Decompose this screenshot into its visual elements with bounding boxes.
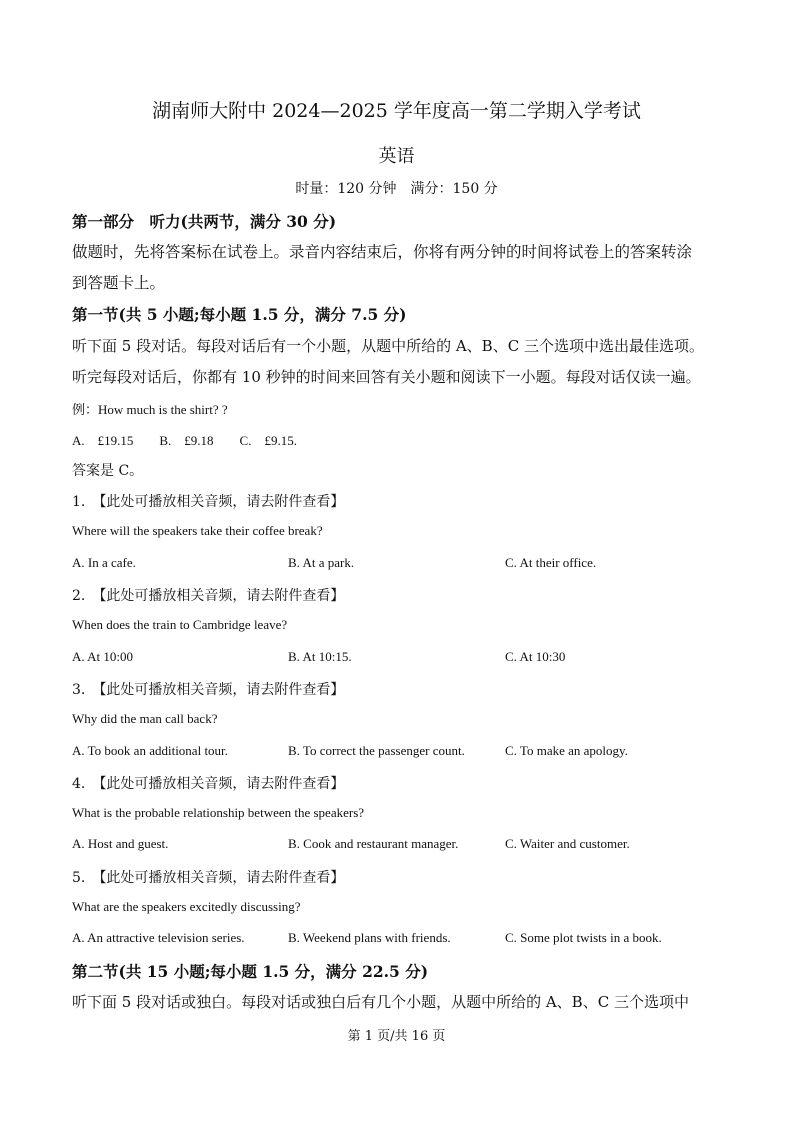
q1-option-c: C. At their office. <box>505 555 597 570</box>
page-number-footer: 第 1 页/共 16 页 <box>347 1029 446 1044</box>
q4-option-c: C. Waiter and customer. <box>505 836 630 851</box>
section1-instruction-line1: 听下面 5 段对话。每段对话后有一个小题，从题中所给的 A、B、C 三个选项中选出最佳选项。 <box>72 337 704 355</box>
q4-audio-label: 4. 【此处可播放相关音频，请去附件查看】 <box>72 776 345 792</box>
q1-option-a: A. In a cafe. <box>72 555 136 570</box>
q2-question: When does the train to Cambridge leave? <box>72 617 288 632</box>
q3-question: Why did the man call back? <box>72 711 218 726</box>
q4-option-b: B. Cook and restaurant manager. <box>288 836 459 851</box>
q4-question: What is the probable relationship between the speakers? <box>72 805 365 820</box>
example-answer: 答案是 C。 <box>72 463 144 479</box>
subject-title: 英语 <box>378 146 415 167</box>
time-and-score: 时量：120 分钟 满分：150 分 <box>295 181 498 197</box>
q1-audio-label: 1. 【此处可播放相关音频，请去附件查看】 <box>72 494 345 510</box>
q1-option-b: B. At a park. <box>288 555 355 570</box>
q2-audio-label: 2. 【此处可播放相关音频，请去附件查看】 <box>72 588 345 604</box>
q5-option-c: C. Some plot twists in a book. <box>505 930 662 945</box>
q1-question: Where will the speakers take their coffee break? <box>72 523 323 538</box>
section1-instruction-line2: 听完每段对话后，你都有 10 秒钟的时间来回答有关小题和阅读下一小题。每段对话仅读一遍。 <box>72 368 701 386</box>
section1-heading: 第一节(共 5 小题;每小题 1.5 分，满分 7.5 分) <box>72 305 407 324</box>
q3-audio-label: 3. 【此处可播放相关音频，请去附件查看】 <box>72 682 345 698</box>
q5-option-b: B. Weekend plans with friends. <box>288 930 451 945</box>
q2-option-a: A. At 10:00 <box>72 649 134 664</box>
q3-option-b: B. To correct the passenger count. <box>288 743 465 758</box>
part1-heading: 第一部分 听力(共两节，满分 30 分) <box>72 212 337 231</box>
q3-option-c: C. To make an apology. <box>505 743 628 758</box>
q5-option-a: A. An attractive television series. <box>72 930 245 945</box>
part1-instruction-line1: 做题时，先将答案标在试卷上。录音内容结束后，你将有两分钟的时间将试卷上的答案转涂 <box>72 243 693 261</box>
part1-instruction-line2: 到答题卡上。 <box>72 274 166 292</box>
example-question: 例：How much is the shirt? ? <box>72 402 228 417</box>
exam-title: 湖南师大附中 2024—2025 学年度高一第二学期入学考试 <box>152 100 641 122</box>
q5-question: What are the speakers excitedly discussing? <box>72 899 301 914</box>
q2-option-b: B. At 10:15. <box>288 649 352 664</box>
q5-audio-label: 5. 【此处可播放相关音频，请去附件查看】 <box>72 870 345 886</box>
q2-option-c: C. At 10:30 <box>505 649 566 664</box>
q4-option-a: A. Host and guest. <box>72 836 169 851</box>
example-options: A. £19.15 B. £9.18 C. £9.15. <box>72 433 297 448</box>
q3-option-a: A. To book an additional tour. <box>72 743 228 758</box>
section2-instruction-line1: 听下面 5 段对话或独白。每段对话或独白后有几个小题，从题中所给的 A、B、C 三个选项中 <box>72 993 689 1011</box>
section2-heading: 第二节(共 15 小题;每小题 1.5 分，满分 22.5 分) <box>72 962 429 981</box>
